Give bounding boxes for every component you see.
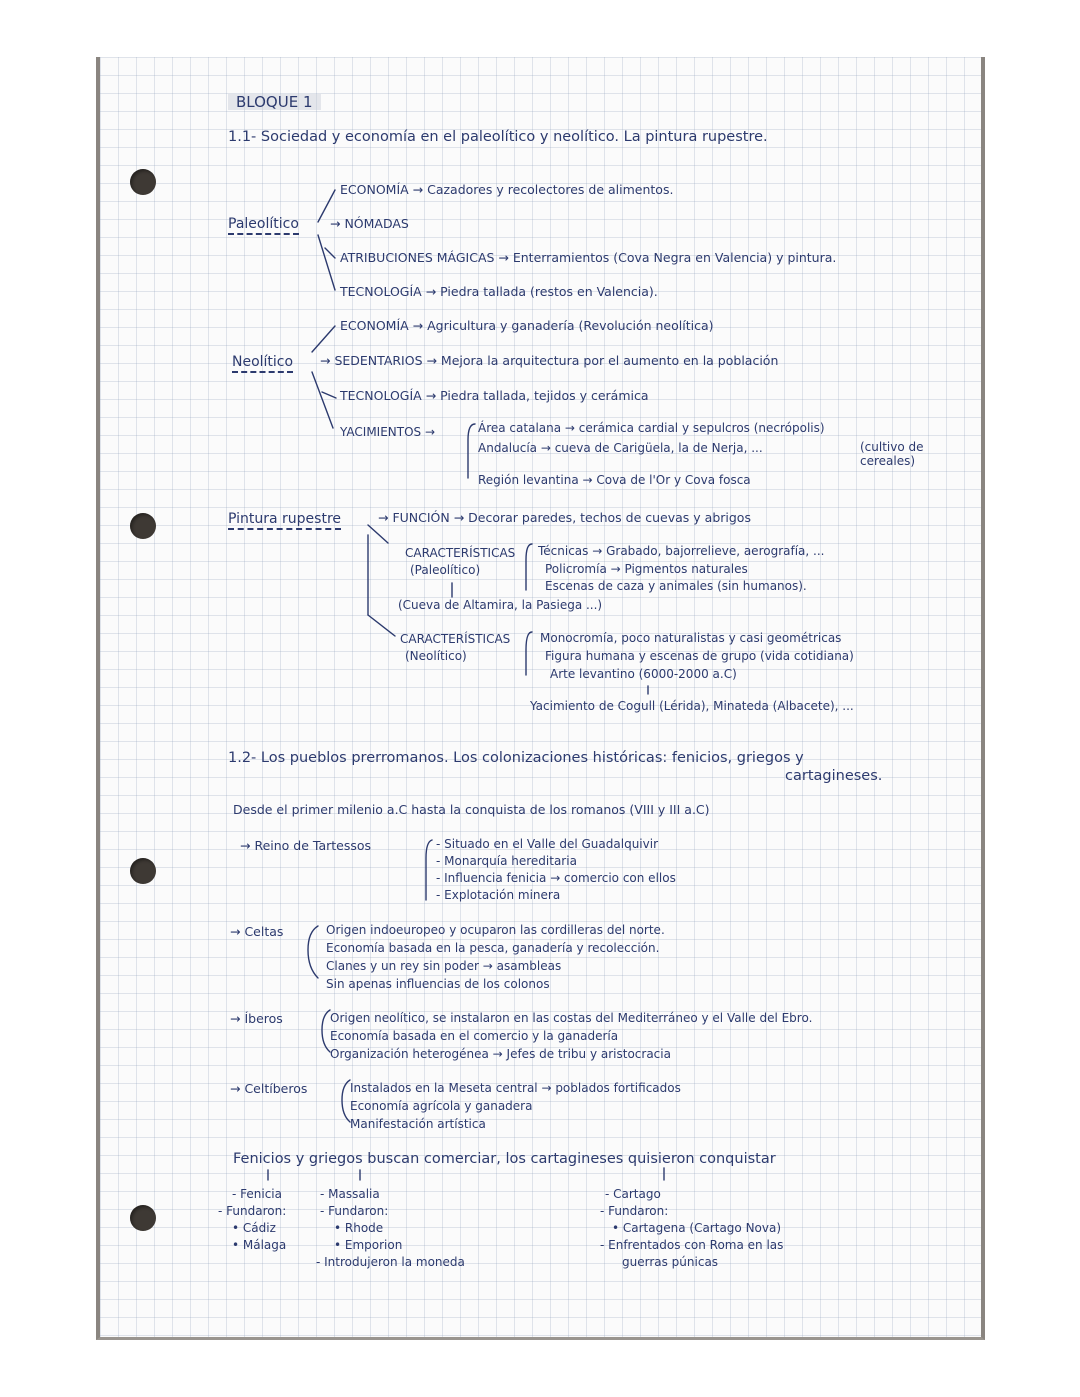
caracteristicas-neolitico-sub: (Neolítico) xyxy=(405,649,467,663)
celtiberos-label: → Celtíberos xyxy=(230,1081,308,1096)
griegos-item: - Introdujeron la moneda xyxy=(316,1255,465,1269)
celtiberos-item: Economía agrícola y ganadera xyxy=(350,1099,533,1113)
neolitico-figura-humana: Figura humana y escenas de grupo (vida cotidiana) xyxy=(545,649,854,663)
pintura-rupestre-label: Pintura rupestre xyxy=(228,511,341,530)
cartagineses-item: - Fundaron: xyxy=(600,1204,669,1218)
tartessos-item: - Monarquía hereditaria xyxy=(436,854,577,868)
cartagineses-item: - Cartago xyxy=(605,1187,661,1201)
cartagineses-item: guerras púnicas xyxy=(622,1255,719,1269)
griegos-item: • Emporion xyxy=(334,1238,403,1252)
paleolitico-policromia: Policromía → Pigmentos naturales xyxy=(545,562,748,576)
section-heading-1-1: 1.1- Sociedad y economía en el paleolítico y neolítico. La pintura rupestre. xyxy=(228,129,768,145)
cartagineses-item: • Cartagena (Cartago Nova) xyxy=(612,1221,782,1235)
caracteristicas-paleolitico-sub: (Paleolítico) xyxy=(410,563,481,577)
colonos-intro: Fenicios y griegos buscan comerciar, los cartagineses quisieron conquistar xyxy=(233,1151,776,1167)
fenicios-item: - Fenicia xyxy=(232,1187,282,1201)
paleolitico-ejemplos: (Cueva de Altamira, la Pasiega ...) xyxy=(398,598,603,612)
caracteristicas-neolitico-label: CARACTERÍSTICAS xyxy=(400,632,511,646)
paleolitico-tecnicas: Técnicas → Grabado, bajorrelieve, aerografía, ... xyxy=(538,544,825,558)
pintura-funcion: → FUNCIÓN → Decorar paredes, techos de cuevas y abrigos xyxy=(378,510,751,525)
yacimiento-catalana: Área catalana → cerámica cardial y sepulcros (necrópolis) xyxy=(478,421,825,435)
paleolitico-label: Paleolítico xyxy=(228,216,299,235)
yacimiento-levantina: Región levantina → Cova de l'Or y Cova fosca xyxy=(478,473,751,487)
page-title: BLOQUE 1 xyxy=(228,94,321,110)
neolitico-arte-levantino: Arte levantino (6000-2000 a.C) xyxy=(550,667,737,681)
neolitico-tecnologia: TECNOLOGÍA → Piedra tallada, tejidos y cerámica xyxy=(340,388,649,403)
yacimiento-andalucia-note: (cultivo de cereales) xyxy=(860,440,924,468)
neolitico-monocromia: Monocromía, poco naturalistas y casi geométricas xyxy=(540,631,842,645)
caracteristicas-paleolitico-label: CARACTERÍSTICAS xyxy=(405,546,516,560)
tartessos-item: - Situado en el Valle del Guadalquivir xyxy=(436,837,658,851)
paleolitico-economia: ECONOMÍA → Cazadores y recolectores de alimentos. xyxy=(340,182,674,197)
yacimiento-andalucia: Andalucía → cueva de Carigüela, la de Nerja, ... xyxy=(478,441,763,455)
griegos-item: • Rhode xyxy=(334,1221,384,1235)
neolitico-economia: ECONOMÍA → Agricultura y ganadería (Revolución neolítica) xyxy=(340,318,714,333)
neolitico-label: Neolítico xyxy=(232,354,293,373)
pueblos-intro: Desde el primer milenio a.C hasta la conquista de los romanos (VIII y III a.C) xyxy=(233,802,710,817)
celtas-item: Origen indoeuropeo y ocuparon las cordilleras del norte. xyxy=(326,923,665,937)
neolitico-sedentarios: → SEDENTARIOS → Mejora la arquitectura por el aumento en la población xyxy=(320,353,779,368)
cartagineses-item: - Enfrentados con Roma en las xyxy=(600,1238,784,1252)
section-heading-1-2-cont: cartagineses. xyxy=(785,768,883,784)
section-heading-1-2: 1.2- Los pueblos prerromanos. Los colonizaciones históricas: fenicios, griegos y xyxy=(228,750,804,766)
griegos-item: - Fundaron: xyxy=(320,1204,389,1218)
neolitico-yacimientos: YACIMIENTOS → xyxy=(340,425,436,439)
paleolitico-atribuciones: ATRIBUCIONES MÁGICAS → Enterramientos (Cova Negra en Valencia) y pintura. xyxy=(340,250,837,265)
paleolitico-escenas: Escenas de caza y animales (sin humanos). xyxy=(545,579,807,593)
celtas-label: → Celtas xyxy=(230,924,284,939)
tartessos-item: - Explotación minera xyxy=(436,888,561,902)
iberos-item: Economía basada en el comercio y la ganadería xyxy=(330,1029,619,1043)
iberos-label: → Íberos xyxy=(230,1011,283,1026)
celtas-item: Sin apenas influencias de los colonos xyxy=(326,977,550,991)
fenicios-item: - Fundaron: xyxy=(218,1204,287,1218)
paleolitico-nomadas: → NÓMADAS xyxy=(330,216,409,231)
iberos-item: Origen neolítico, se instalaron en las costas del Mediterráneo y el Valle del Ebro. xyxy=(330,1011,813,1025)
fenicios-item: • Málaga xyxy=(232,1238,287,1252)
fenicios-item: • Cádiz xyxy=(232,1221,276,1235)
tartessos-item: - Influencia fenicia → comercio con ellos xyxy=(436,871,676,885)
celtiberos-item: Manifestación artística xyxy=(350,1117,486,1131)
iberos-item: Organización heterogénea → Jefes de tribu y aristocracia xyxy=(330,1047,671,1061)
griegos-item: - Massalia xyxy=(320,1187,380,1201)
neolitico-yacimientos-pintura: Yacimiento de Cogull (Lérida), Minateda (Albacete), ... xyxy=(530,699,854,713)
tartessos-label: → Reino de Tartessos xyxy=(240,838,372,853)
celtas-item: Clanes y un rey sin poder → asambleas xyxy=(326,959,562,973)
paleolitico-tecnologia: TECNOLOGÍA → Piedra tallada (restos en Valencia). xyxy=(340,284,658,299)
celtas-item: Economía basada en la pesca, ganadería y recolección. xyxy=(326,941,660,955)
celtiberos-item: Instalados en la Meseta central → poblados fortificados xyxy=(350,1081,681,1095)
